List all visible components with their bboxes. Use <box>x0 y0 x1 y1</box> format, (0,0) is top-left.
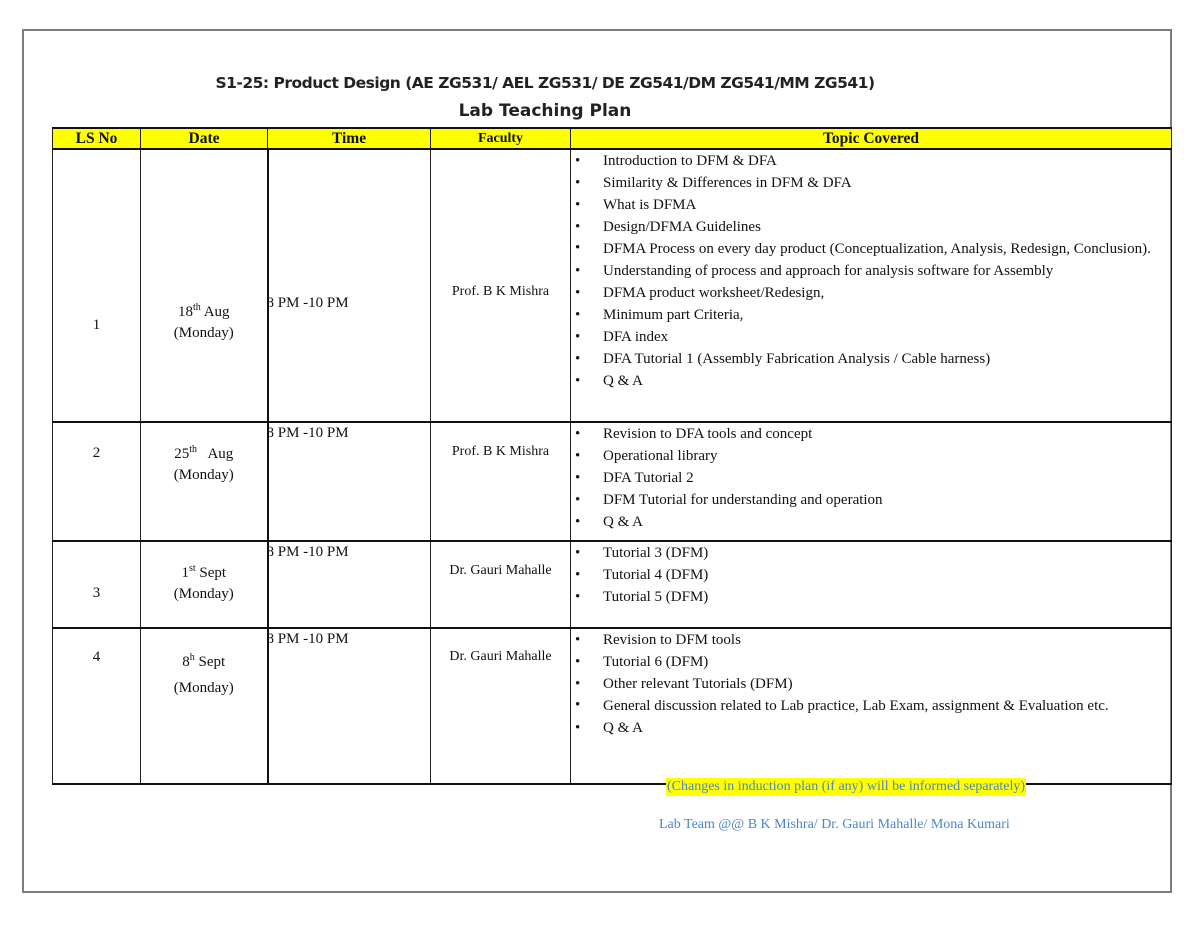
table-row <box>53 422 1172 541</box>
changes-note: (Changes in induction plan (if any) will be informed separately) <box>667 779 1026 794</box>
date: 1st Sept (Monday) <box>173 563 234 602</box>
faculty-cell <box>431 422 571 541</box>
ls-no-cell <box>53 149 141 422</box>
faculty: Prof. B K Mishra <box>451 444 550 459</box>
document-title: S1-25: Product Design (AE ZG531/ AEL ZG531/ DE ZG541/DM ZG541/MM ZG541) <box>215 74 875 92</box>
topics-cell <box>571 149 1172 422</box>
time-cell <box>268 541 431 628</box>
date: 18th Aug (Monday) <box>173 302 234 341</box>
table-header-row <box>53 128 1172 149</box>
topic-item: • DFA Tutorial 1 (Assembly Fabrication Analysis / Cable harness) <box>575 348 1171 370</box>
topic-item: • General discussion related to Lab practice, Lab Exam, assignment & Evaluation etc. <box>575 695 1171 717</box>
topic-item: • Operational library <box>575 445 1171 467</box>
topic-item: • What is DFMA <box>575 194 1171 216</box>
topics-cell <box>571 628 1172 784</box>
topic-item: • DFM Tutorial for understanding and operation <box>575 489 1171 511</box>
topic-item: • Tutorial 6 (DFM) <box>575 651 1171 673</box>
topic-item: • DFA Tutorial 2 <box>575 467 1171 489</box>
faculty: Dr. Gauri Mahalle <box>449 563 552 578</box>
topic-item: • Tutorial 5 (DFM) <box>575 586 1171 608</box>
header-time: Time <box>268 128 431 149</box>
time-cell <box>268 628 431 784</box>
time: 8 PM -10 PM <box>266 425 349 441</box>
time: 8 PM -10 PM <box>266 544 349 560</box>
topic-item: • Tutorial 4 (DFM) <box>575 564 1171 586</box>
topic-item: • DFMA product worksheet/Redesign, <box>575 282 1171 304</box>
ls-no: 3 <box>92 585 101 601</box>
faculty-cell <box>431 628 571 784</box>
header-topic-covered: Topic Covered <box>571 128 1172 149</box>
topic-item: • Q & A <box>575 370 1171 392</box>
topic-item: • Introduction to DFM & DFA <box>575 150 1171 172</box>
topic-item: • DFMA Process on every day product (Conceptualization, Analysis, Redesign, Conclusion). <box>575 238 1171 260</box>
ls-no: 2 <box>92 445 101 461</box>
topic-item: • Other relevant Tutorials (DFM) <box>575 673 1171 695</box>
date-cell <box>141 422 268 541</box>
topic-item: • DFA index <box>575 326 1171 348</box>
document-subtitle: Lab Teaching Plan <box>458 101 632 121</box>
topics-cell <box>571 422 1172 541</box>
ls-no-cell <box>53 628 141 784</box>
topic-item: • Minimum part Criteria, <box>575 304 1171 326</box>
topic-list <box>571 629 1171 739</box>
header-date: Date <box>141 128 268 149</box>
time-cell <box>268 149 431 422</box>
table-row <box>53 628 1172 784</box>
topic-item: • Revision to DFM tools <box>575 629 1171 651</box>
topic-item: • Revision to DFA tools and concept <box>575 423 1171 445</box>
topic-item: • Similarity & Differences in DFM & DFA <box>575 172 1171 194</box>
lab-team-credit: Lab Team @@ B K Mishra/ Dr. Gauri Mahalle/ Mona Kumari <box>659 817 1010 832</box>
ls-no: 1 <box>92 317 101 333</box>
date-cell <box>141 628 268 784</box>
ls-no-cell <box>53 541 141 628</box>
header-faculty: Faculty <box>431 128 571 149</box>
topic-item: • Q & A <box>575 511 1171 533</box>
header-ls-no: LS No <box>53 128 141 149</box>
faculty: Prof. B K Mishra <box>451 284 550 299</box>
topic-list <box>571 423 1171 533</box>
topic-item: • Q & A <box>575 717 1171 739</box>
date: 8$^h$ Sept (Monday) <box>173 652 234 696</box>
topic-list <box>571 150 1171 392</box>
date-cell <box>141 541 268 628</box>
topic-item: • Design/DFMA Guidelines <box>575 216 1171 238</box>
table-row <box>53 149 1172 422</box>
lab-teaching-plan-table <box>52 127 1172 785</box>
ls-no-cell <box>53 422 141 541</box>
ls-no: 4 <box>92 649 101 665</box>
date-cell <box>141 149 268 422</box>
faculty-cell <box>431 541 571 628</box>
table-row <box>53 541 1172 628</box>
time: 8 PM -10 PM <box>266 295 349 311</box>
topic-list <box>571 542 1171 608</box>
time-cell <box>268 422 431 541</box>
topic-item: • Tutorial 3 (DFM) <box>575 542 1171 564</box>
faculty: Dr. Gauri Mahalle <box>449 649 552 664</box>
topic-item: • Understanding of process and approach for analysis software for Assembly <box>575 260 1171 282</box>
time: 8 PM -10 PM <box>266 631 349 647</box>
faculty-cell <box>431 149 571 422</box>
topics-cell <box>571 541 1172 628</box>
date: 25th Aug (Monday) <box>173 444 234 483</box>
